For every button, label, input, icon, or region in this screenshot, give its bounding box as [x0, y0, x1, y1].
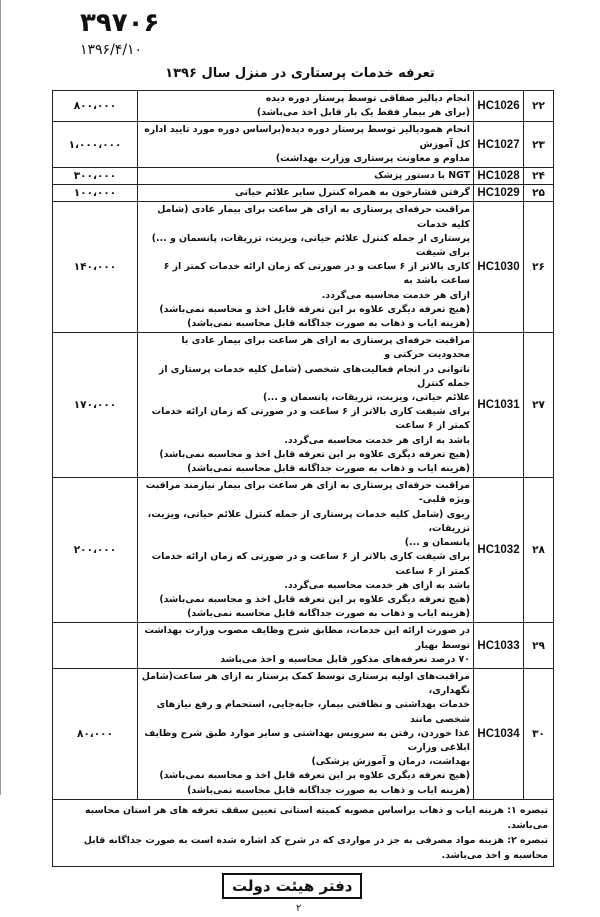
description-line: (هیچ تعرفه دیگری علاوه بر این تعرفه قابل اخذ و محاسبه نمی‌باشد) [159, 593, 470, 605]
row-number: ۲۵ [524, 185, 554, 202]
page-title: تعرفه خدمات پرستاری در منزل سال ۱۳۹۶ [165, 66, 435, 81]
service-description [138, 333, 474, 478]
table-row [53, 168, 554, 185]
description-line: خدمات بهداشتی و نظافتی بیمار، جابه‌جایی، استحمام و رفع نیازهای شخصی مانند [156, 699, 470, 725]
tariff-table [52, 90, 554, 867]
description-line: پانسمان و ...) [404, 537, 470, 549]
description-line: (هزینه ایاب و ذهاب به صورت جداگانه قابل محاسبه نمی‌باشد) [187, 463, 470, 475]
service-price [53, 623, 138, 669]
description-line: (هیچ تعرفه دیگری علاوه بر این تعرفه قابل اخذ و محاسبه نمی‌باشد) [159, 770, 470, 782]
service-description [138, 91, 474, 122]
service-description [138, 168, 474, 185]
description-line: ناتوانی در انجام فعالیت‌های شخصی (شامل کلیه خدمات پرستاری از جمله کنترل [158, 363, 470, 389]
row-number: ۲۴ [524, 168, 554, 185]
government-office-stamp: دفتر هیئت دولت [222, 873, 362, 899]
service-price: ۱۷۰،۰۰۰ [53, 333, 138, 478]
description-line: (هزینه ایاب و ذهاب به صورت جداگانه قابل محاسبه نمی‌باشد) [187, 784, 470, 796]
description-line: باشد به ازای هر خدمت محاسبه می‌گردد. [284, 579, 470, 591]
row-number: ۲۳ [524, 122, 554, 168]
description-line: NGT با دستور پزشک [374, 170, 470, 182]
service-description [138, 623, 474, 669]
service-code: HC1033 [474, 623, 524, 669]
table-row [53, 333, 554, 478]
description-line: علائم حیاتی، ویزیت، تزریقات، پانسمان و ...) [262, 392, 470, 404]
row-number: ۲۶ [524, 202, 554, 333]
description-line: کاری بالاتر از ۶ ساعت و در صورتی که زمان ارائه خدمات کمتر از ۶ ساعت باشد به [163, 261, 470, 287]
description-line: (هیچ تعرفه دیگری علاوه بر این تعرفه قابل اخذ و محاسبه نمی‌باشد) [159, 448, 470, 460]
service-description [138, 478, 474, 623]
table-row [53, 623, 554, 669]
table-row [53, 122, 554, 168]
row-number: ۲۷ [524, 333, 554, 478]
service-code: HC1030 [474, 202, 524, 333]
service-price: ۳۰۰،۰۰۰ [53, 168, 138, 185]
table-row [53, 185, 554, 202]
scan-edge [0, 0, 1, 795]
description-line: باشد به ازای هر خدمت محاسبه می‌گردد. [284, 434, 470, 446]
table-row [53, 91, 554, 122]
service-code: HC1028 [474, 168, 524, 185]
service-description [138, 122, 474, 168]
description-line: مراقبت حرفه‌ای پرستاری به ازای هر ساعت برای بیمار عادی (شامل کلیه خدمات [157, 204, 470, 230]
description-line: (هیچ تعرفه دیگری علاوه بر این تعرفه قابل اخذ و محاسبه نمی‌باشد) [159, 303, 470, 315]
service-price: ۱۰۰،۰۰۰ [53, 185, 138, 202]
description-line: ازای هر خدمت محاسبه می‌گردد. [321, 289, 470, 301]
row-number: ۲۲ [524, 91, 554, 122]
description-line: ریوی (شامل کلیه خدمات پرستاری از جمله کنترل علائم حیاتی، ویزیت، تزریقات، [147, 508, 470, 534]
description-line: (هزینه ایاب و ذهاب به صورت جداگانه قابل محاسبه نمی‌باشد) [187, 608, 470, 620]
service-description [138, 185, 474, 202]
description-line: بهداشت، درمان و آموزش پزشکی) [311, 756, 470, 768]
service-price: ۲۰۰،۰۰۰ [53, 478, 138, 623]
description-line: برای شیفت کاری بالاتر از ۶ ساعت و در صورتی که زمان ارائه خدمات کمتر از ۶ ساعت [151, 406, 470, 432]
service-code: HC1031 [474, 333, 524, 478]
description-line: پرستاری از جمله کنترل علائم حیاتی، ویزیت، تزریقات، پانسمان و ...) برای شیفت [151, 232, 470, 259]
description-line: انجام دیالیز صفاقی توسط پرستار دوره دیده [265, 93, 470, 104]
description-line: مراقبت حرفه‌ای پرستاری به ازای هر ساعت برای بیمار نیازمند مراقبت ویژه قلبی- [145, 480, 470, 506]
note-1: تبصره ۱: هزینه ایاب و ذهاب براساس مصوبه کمیته استانی تعیین سقف تعرفه های هر استان محاسبه می‌باشد. [84, 804, 548, 831]
description-line: ۷۰ درصد تعرفه‌های مذکور قابل محاسبه و اخذ می‌باشد [220, 653, 470, 665]
service-code: HC1027 [474, 122, 524, 168]
description-line: مراقبت حرفه‌ای پرستاری به ازای هر ساعت برای بیمار عادی با محدودیت حرکتی و [181, 335, 470, 361]
row-number: ۲۹ [524, 623, 554, 669]
description-line: انجام همودیالیز توسط پرستار دوره دیده(براساس دوره مورد تایید اداره کل آموزش [144, 124, 470, 150]
description-line: برای شیفت کاری بالاتر از ۶ ساعت و در صورتی که زمان ارائه خدمات کمتر از ۶ ساعت [151, 551, 470, 577]
table-row [53, 668, 554, 799]
page-footer [0, 867, 600, 917]
description-line: مداوم و معاونت پرستاری وزارت بهداشت) [275, 152, 470, 164]
service-description [138, 202, 474, 333]
description-line: گرفتن فشارخون به همراه کنترل سایر علائم حیاتی [234, 187, 470, 199]
service-price: ۸۰۰،۰۰۰ [53, 91, 138, 122]
page-number: ۲ [296, 902, 302, 914]
service-description [138, 668, 474, 799]
description-line: مراقبت‌های اولیه پرستاری توسط کمک پرستار به ازای هر ساعت(شامل نگهداری، [141, 670, 470, 697]
notes-cell [53, 799, 554, 866]
table-row [53, 202, 554, 333]
service-code: HC1032 [474, 478, 524, 623]
description-line: (برای هر بیمار فقط یک بار قابل اخذ می‌باشد) [256, 107, 470, 119]
document-date: ۱۳۹۶/۴/۱۰ [80, 42, 143, 58]
notes-row [53, 799, 554, 866]
service-code: HC1026 [474, 91, 524, 122]
description-line: (هزینه ایاب و ذهاب به صورت جداگانه قابل محاسبه نمی‌باشد) [187, 318, 470, 330]
table-row [53, 478, 554, 623]
service-code: HC1029 [474, 185, 524, 202]
service-price: ۱۴۰،۰۰۰ [53, 202, 138, 333]
document-number: ۳۹۷۰۶ [80, 8, 160, 38]
row-number: ۲۸ [524, 478, 554, 623]
description-line: در صورت ارائه این خدمات، مطابق شرح وظایف مصوب وزارت بهداشت توسط بهیار [144, 625, 470, 651]
description-line: غذا خوردن، رفتن به سرویس بهداشتی و سایر موارد طبق شرح وظایف ابلاغی وزارت [144, 727, 470, 753]
service-price: ۸۰،۰۰۰ [53, 668, 138, 799]
note-2: تبصره ۲: هزینه مواد مصرفی به جز در مواردی که در شرح کد اشاره شده است به صورت جداگانه قابل محاسبه و اخذ می‌باشد. [83, 834, 548, 861]
service-price: ۱،۰۰۰،۰۰۰ [53, 122, 138, 168]
row-number: ۳۰ [524, 668, 554, 799]
service-code: HC1034 [474, 668, 524, 799]
